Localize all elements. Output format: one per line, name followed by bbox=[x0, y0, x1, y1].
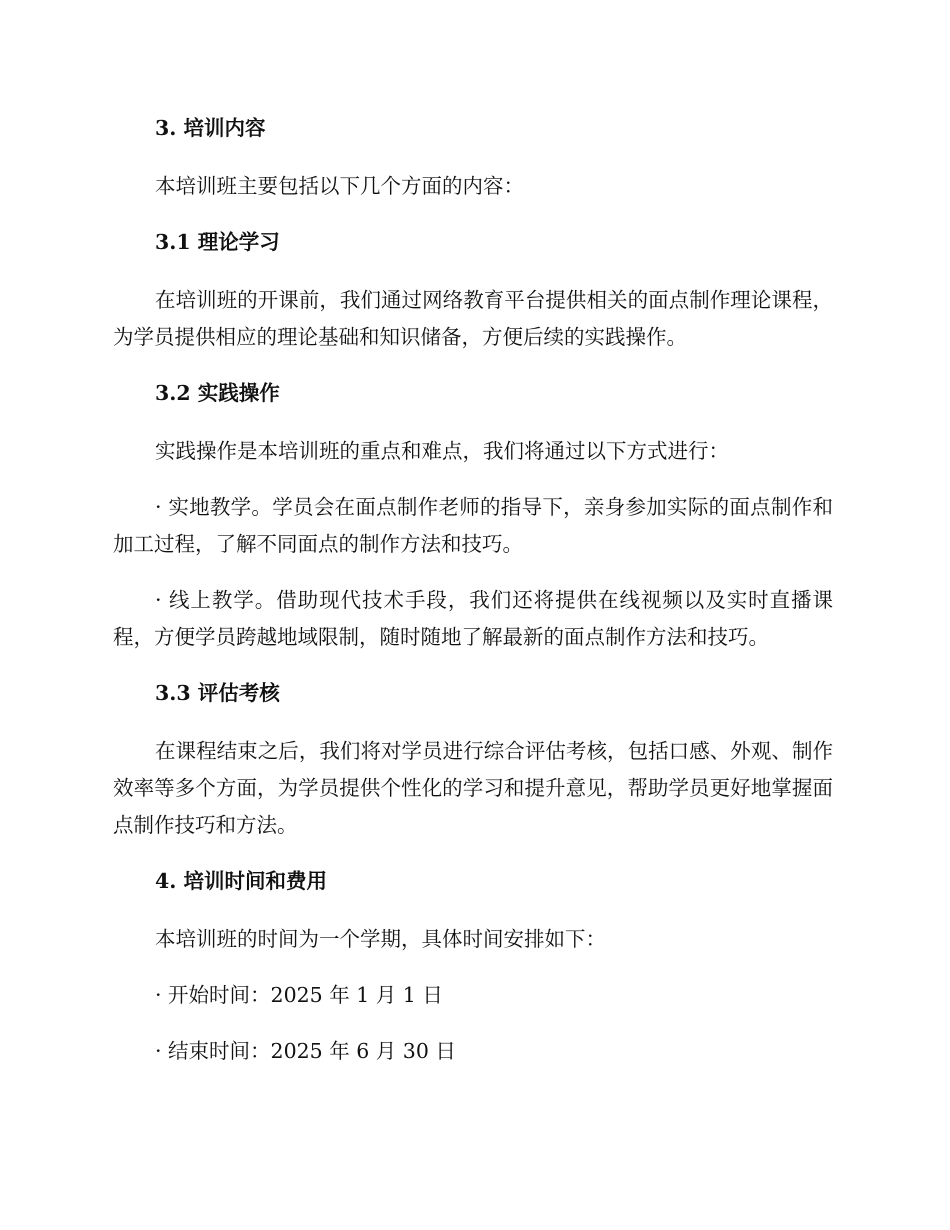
bullet-online-teaching: · 线上教学。借助现代技术手段，我们还将提供在线视频以及实时直播课程，方便学员跨越地域限制，随时随地了解最新的面点制作方法和技巧。 bbox=[113, 588, 833, 649]
paragraph-assessment: 在课程结束之后，我们将对学员进行综合评估考核，包括口感、外观、制作效率等多个方面，为学员提供个性化的学习和提升意见，帮助学员更好地掌握面点制作技巧和方法。 bbox=[113, 739, 833, 837]
section-heading-3-1: 3.1 理论学习 bbox=[155, 230, 280, 254]
bullet-start-date: · 开始时间：2025 年 1 月 1 日 bbox=[155, 983, 443, 1007]
section-heading-3-2: 3.2 实践操作 bbox=[155, 381, 280, 405]
section-heading-4: 4. 培训时间和费用 bbox=[155, 869, 328, 893]
paragraph-intro: 本培训班主要包括以下几个方面的内容： bbox=[155, 174, 524, 198]
paragraph-theory: 在培训班的开课前，我们通过网络教育平台提供相关的面点制作理论课程，为学员提供相应的理论基础和知识储备，方便后续的实践操作。 bbox=[113, 288, 833, 349]
paragraph-schedule: 本培训班的时间为一个学期，具体时间安排如下： bbox=[155, 927, 606, 951]
paragraph-practice: 实践操作是本培训班的重点和难点，我们将通过以下方式进行： bbox=[155, 439, 729, 463]
bullet-onsite-teaching: · 实地教学。学员会在面点制作老师的指导下，亲身参加实际的面点制作和加工过程，了解不同面点的制作方法和技巧。 bbox=[113, 495, 833, 556]
bullet-end-date: · 结束时间：2025 年 6 月 30 日 bbox=[155, 1039, 456, 1063]
section-heading-3-3: 3.3 评估考核 bbox=[155, 681, 280, 705]
section-heading-3: 3. 培训内容 bbox=[155, 116, 266, 140]
document-body bbox=[113, 110, 833, 1089]
